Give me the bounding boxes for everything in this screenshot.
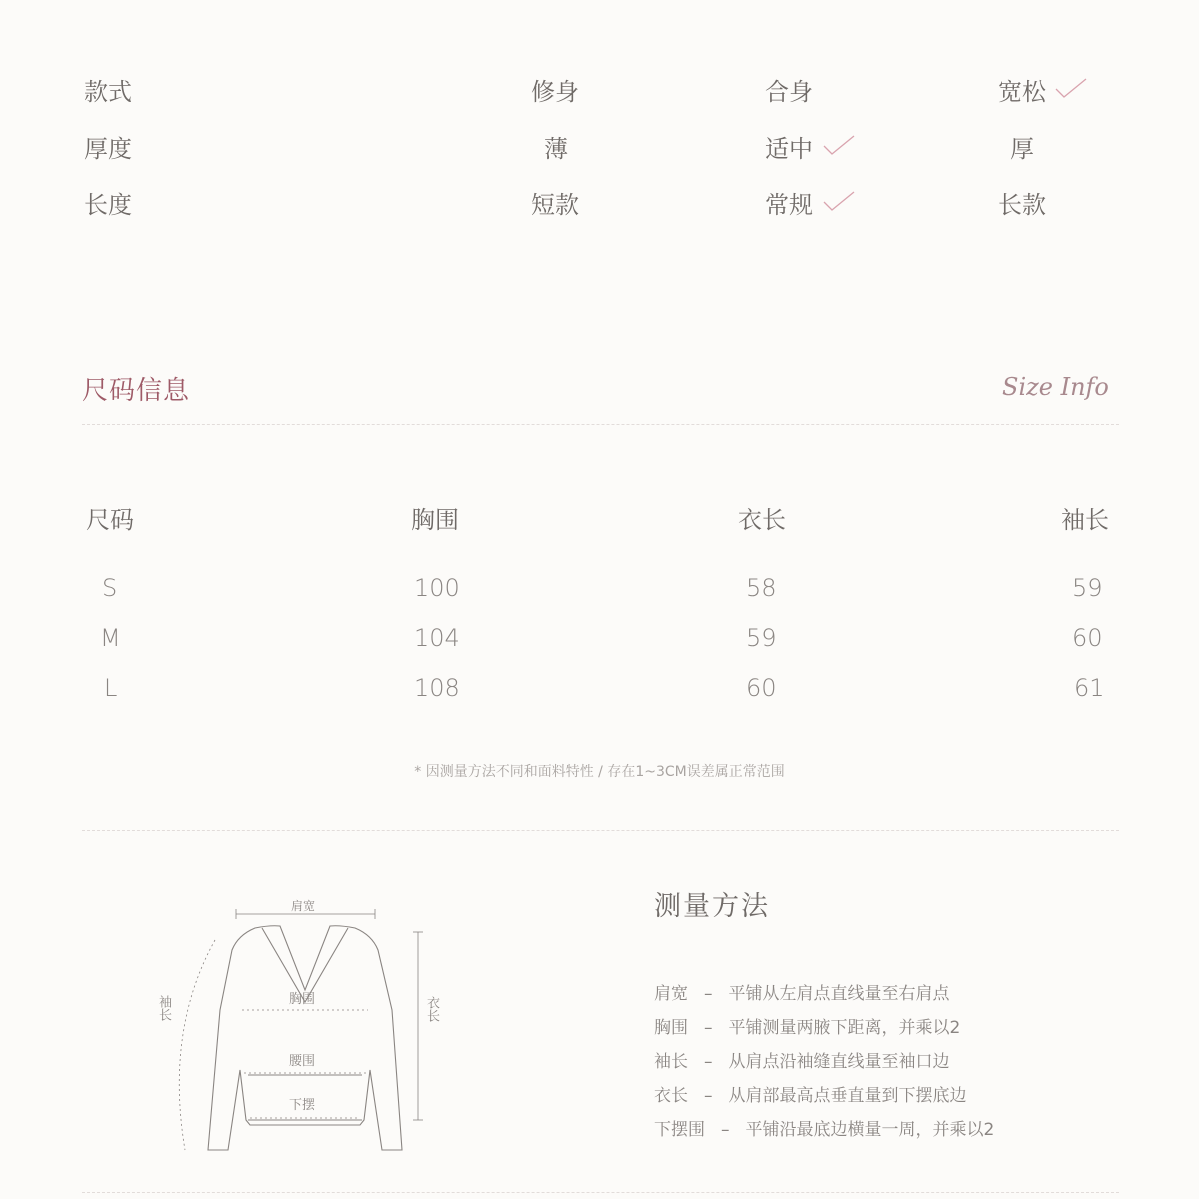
divider (82, 424, 1119, 425)
table-cell: M (100, 624, 121, 652)
method-desc: 从肩点沿袖缝直线量至袖口边 (728, 1052, 950, 1072)
divider (82, 1192, 1119, 1193)
diagram-label-hem: 下摆 (289, 1098, 316, 1113)
table-cell: S (102, 574, 118, 602)
table-cell: 59 (1072, 574, 1103, 602)
attr-label-length: 长度 (84, 191, 132, 219)
divider (82, 830, 1119, 831)
method-desc: 从肩部最高点垂直量到下摆底边 (728, 1086, 967, 1106)
table-cell: 108 (414, 674, 460, 702)
method-key: 衣长 (654, 1086, 688, 1106)
table-cell: 60 (746, 674, 777, 702)
attr-option: 修身 (531, 78, 579, 106)
check-icon (822, 189, 856, 213)
diagram-label-length: 衣长 (424, 996, 439, 1022)
table-cell: 104 (414, 624, 460, 652)
method-key: 袖长 (654, 1052, 688, 1072)
table-cell: 59 (746, 624, 777, 652)
diagram-label-waist: 腰围 (289, 1054, 316, 1069)
method-dash: – (704, 1018, 713, 1038)
attr-label-style: 款式 (84, 78, 132, 106)
table-cell: L (104, 674, 118, 702)
table-cell: 58 (746, 574, 777, 602)
attr-option-selected: 常规 (765, 191, 813, 219)
size-section-title: 尺码信息 (82, 376, 191, 406)
method-title: 测量方法 (654, 891, 770, 922)
measurement-note: * 因测量方法不同和面料特性 / 存在1~3CM误差属正常范围 (414, 764, 785, 780)
size-section-script-title: Size Info (1002, 373, 1109, 401)
sweater-diagram (150, 890, 450, 1160)
attr-option: 长款 (998, 191, 1046, 219)
attr-label-thickness: 厚度 (84, 135, 132, 163)
diagram-label-shoulder: 肩宽 (291, 899, 316, 913)
method-key: 肩宽 (654, 984, 688, 1004)
table-cell: 100 (414, 574, 460, 602)
diagram-label-chest: 胸围 (289, 992, 316, 1007)
method-item (654, 1013, 960, 1038)
method-desc: 平铺测量两腋下距离，并乘以2 (728, 1018, 961, 1038)
attr-option-selected: 适中 (765, 135, 813, 163)
method-dash: – (704, 984, 713, 1004)
method-desc: 平铺沿最底边横量一周，并乘以2 (745, 1120, 995, 1140)
method-item (654, 1081, 967, 1106)
method-item (654, 1047, 950, 1072)
method-item (654, 1115, 994, 1140)
method-item (654, 979, 950, 1004)
table-cell: 61 (1074, 674, 1105, 702)
table-header: 胸围 (411, 506, 459, 534)
table-header: 尺码 (86, 506, 134, 534)
attr-option: 薄 (544, 135, 568, 163)
check-icon (822, 133, 856, 157)
check-icon (1054, 76, 1088, 100)
method-dash: – (704, 1086, 713, 1106)
table-header: 袖长 (1061, 506, 1109, 534)
attr-option-selected: 宽松 (998, 78, 1046, 106)
diagram-label-sleeve: 袖长 (156, 995, 171, 1021)
table-cell: 60 (1072, 624, 1103, 652)
method-desc: 平铺从左肩点直线量至右肩点 (728, 984, 950, 1004)
table-header: 衣长 (738, 506, 786, 534)
method-dash: – (704, 1052, 713, 1072)
attr-option: 厚 (1010, 135, 1034, 163)
method-dash: – (721, 1120, 730, 1140)
attr-option: 合身 (765, 78, 813, 106)
method-key: 下摆围 (654, 1120, 705, 1140)
method-key: 胸围 (654, 1018, 688, 1038)
attr-option: 短款 (531, 191, 579, 219)
